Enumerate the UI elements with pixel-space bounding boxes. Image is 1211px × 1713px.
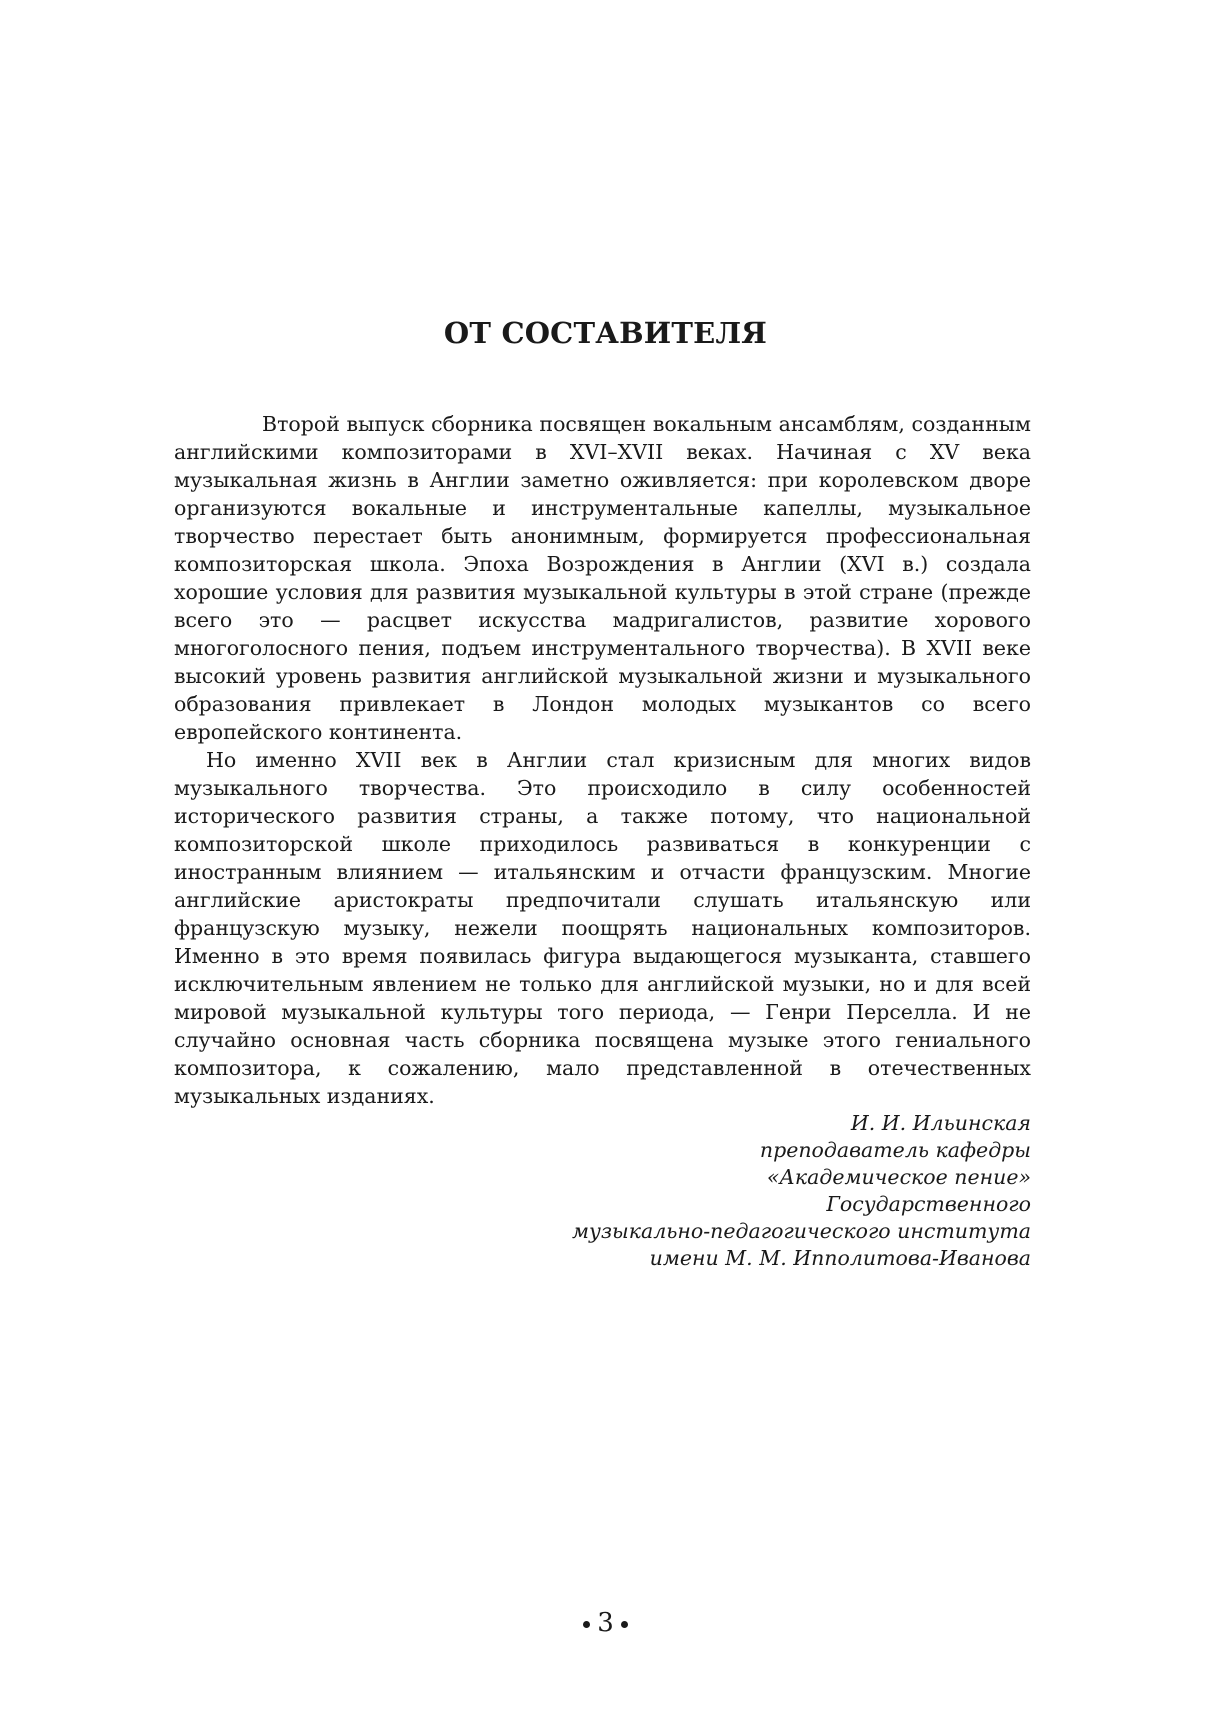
body-text	[174, 410, 1031, 1110]
signature-name: И. И. Ильинская	[850, 1111, 1031, 1135]
bullet-right-icon	[621, 1621, 628, 1628]
paragraph-1: Второй выпуск сборника посвящен вокальным ансамблям, созданным английскими композиторами в XVI–XVII веках. Начиная с XV века музыкальная жизнь в Англии заметно оживляется: при королевском дворе организуются вокальные и инструментальные капеллы, музыкальное творчество перестает быть анонимным, формируется профессиональная композиторская школа. Эпоха Возрождения в Англии (XVI в.) создала хорошие условия для развития музыкальной культуры в этой стране (прежде всего это — расцвет искусства мадригалистов, развитие хорового многоголосного пения, подъем инструментального творчества). В XVII веке высокий уровень развития английской музыкальной жизни и музыкального образования привлекает в Лондон молодых музыкантов со всего европейского континента.	[174, 412, 1031, 744]
signature-institution-line-3: имени М. М. Ипполитова-Иванова	[649, 1246, 1031, 1270]
page-number	[0, 1608, 1211, 1638]
page-number-value: 3	[597, 1608, 614, 1638]
author-signature	[331, 1110, 1031, 1272]
signature-position: преподаватель кафедры	[759, 1138, 1031, 1162]
paragraph-2: Но именно XVII век в Англии стал кризисным для многих видов музыкального творчества. Это происходило в силу особенностей исторического развития страны, а также потому, что национальной композиторской школе приходилось развиваться в конкуренции с иностранным влиянием — итальянским и отчасти французским. Многие английские аристократы предпочитали слушать итальянскую или французскую музыку, нежели поощрять национальных композиторов. Именно в это время появилась фигура выдающегося музыканта, ставшего исключительным явлением не только для английской музыки, но и для всей мировой музыкальной культуры того периода, — Генри Перселла. И не случайно основная часть сборника посвящена музыке этого гениального композитора, к сожалению, мало представленной в отечественных музыкальных изданиях.	[174, 748, 1031, 1108]
page-title: ОТ СОСТАВИТЕЛЯ	[443, 316, 768, 350]
signature-institution-line-1: Государственного	[826, 1192, 1031, 1216]
signature-institution-line-2: музыкально-педагогического института	[571, 1219, 1031, 1243]
signature-department: «Академическое пение»	[766, 1165, 1031, 1189]
bullet-left-icon	[583, 1621, 590, 1628]
